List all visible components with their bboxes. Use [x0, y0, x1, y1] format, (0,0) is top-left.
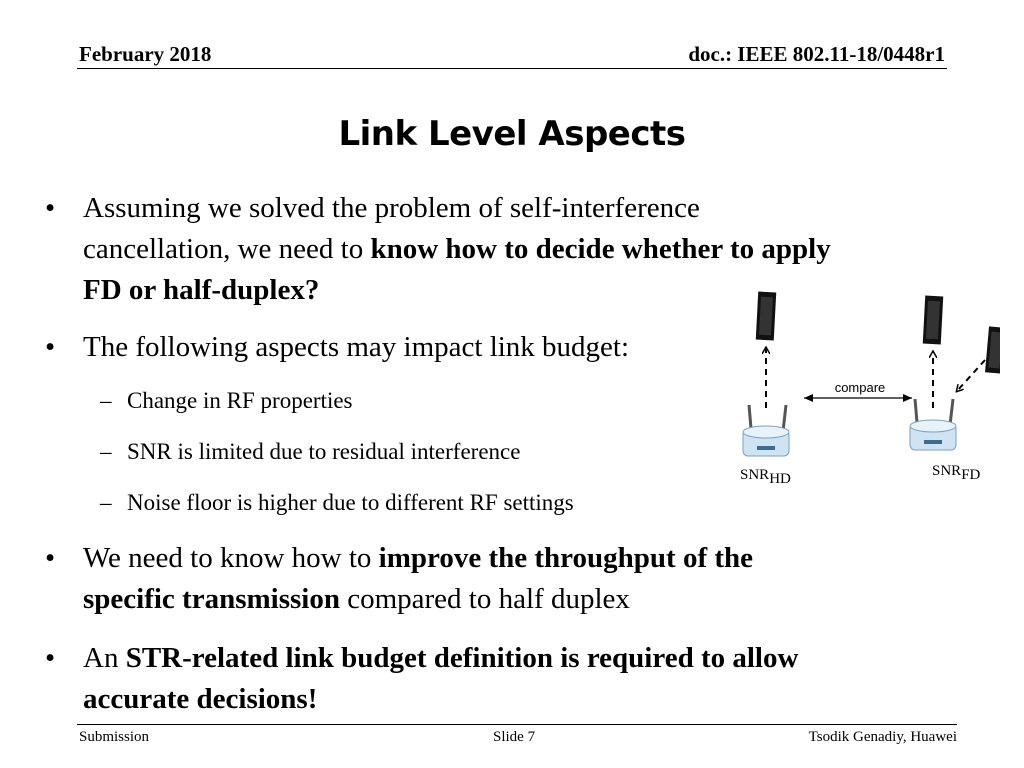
bullet-3-bold: improve the throughput of the	[378, 542, 754, 574]
bullet-dot: •	[45, 542, 56, 574]
bullet-4-line-2	[83, 679, 798, 720]
bullet-dot: •	[45, 642, 56, 674]
bullet-4-bold-2: accurate decisions!	[83, 683, 318, 715]
snr-hd-label: SNRHD	[740, 467, 791, 487]
bullet-4-line-1	[83, 638, 798, 679]
station-fd-icon	[923, 296, 943, 345]
bullet-dot: •	[45, 192, 56, 224]
bullet-4-text	[83, 638, 798, 720]
router-hd-icon	[743, 405, 789, 456]
bullet-3-line-2	[83, 579, 753, 620]
sub-bullet-2-text: SNR is limited due to residual interference	[127, 439, 521, 464]
bullet-1-plain: cancellation, we need to	[83, 233, 371, 265]
sub-bullet-1-text: Change in RF properties	[127, 388, 353, 413]
bullet-1-line-1: Assuming we solved the problem of self-interference	[83, 192, 700, 224]
bullet-2-text: The following aspects may impact link budget:	[83, 331, 630, 363]
header-divider	[77, 68, 947, 69]
header-date: February 2018	[79, 42, 212, 66]
bullet-3-text	[83, 538, 753, 620]
sub-bullet-3-text: Noise floor is higher due to different RF settings	[127, 490, 574, 515]
bullet-1-bold: know how to decide whether to apply	[370, 233, 831, 265]
bullet-1-text	[83, 188, 831, 311]
snr-fd-label: SNRFD	[932, 463, 981, 483]
sub-bullet-dash: –	[100, 439, 112, 464]
bullet-3-line-1	[83, 538, 753, 579]
bullet-3-bold-2: specific transmission	[83, 583, 340, 615]
header-doc-id: doc.: IEEE 802.11-18/0448r1	[688, 42, 945, 66]
bullet-4-plain: An	[83, 642, 126, 674]
footer-divider	[77, 724, 957, 725]
bullet-1-bold-end: FD or half-duplex?	[83, 274, 320, 306]
compare-label: compare	[834, 380, 886, 395]
footer-author: Tsodik Genadiy, Huawei	[808, 729, 957, 745]
bullet-dot: •	[45, 331, 56, 363]
hd-vs-fd-diagram	[720, 280, 1000, 500]
station-hd-icon	[756, 292, 776, 341]
slide-title: Link Level Aspects	[338, 114, 686, 154]
footer-submission: Submission	[79, 729, 150, 745]
bullet-1-line-3	[83, 270, 831, 311]
bullet-3-plain: We need to know how to	[83, 542, 379, 574]
interference-arrow	[957, 360, 985, 391]
bullet-3-plain-2: compared to half duplex	[339, 583, 630, 615]
bullet-4-bold: STR-related link budget definition is required to allow	[125, 642, 799, 674]
footer-slide-number: Slide 7	[493, 729, 536, 745]
station-interferer-icon	[985, 326, 1000, 373]
sub-bullet-dash: –	[100, 388, 112, 413]
sub-bullet-dash: –	[100, 490, 112, 515]
bullet-1-line-2	[83, 229, 831, 270]
